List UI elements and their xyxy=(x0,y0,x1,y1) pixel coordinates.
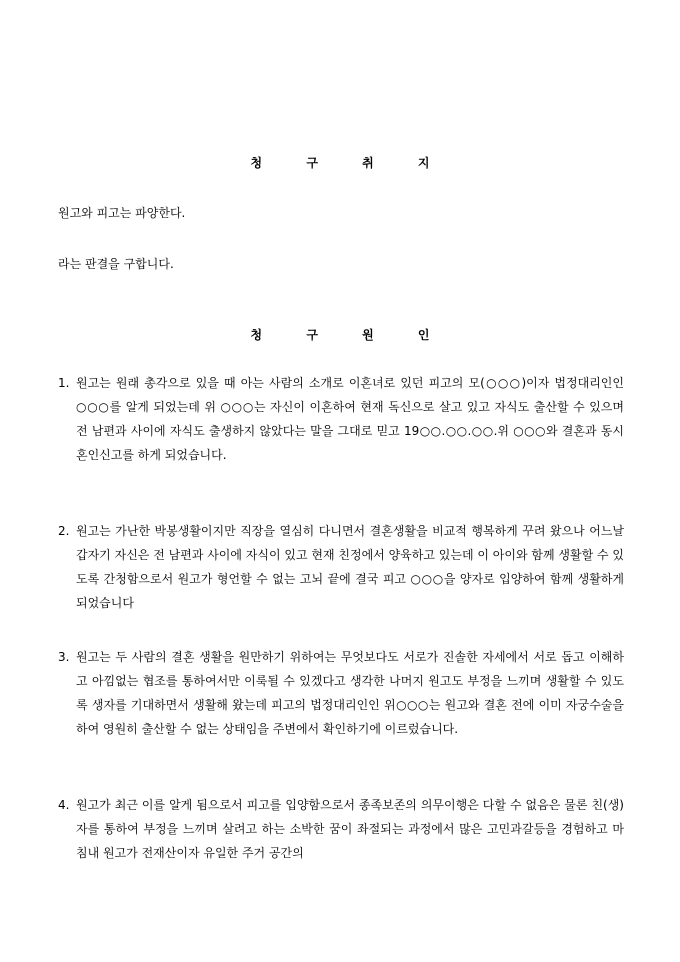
item-text: 원고는 원래 총각으로 있을 때 아는 사람의 소개로 이혼녀로 있던 피고의 모(○○○)이자 법정대리인인 ○○○를 알게 되었는데 위 ○○○는 자신이 이혼하여 현재 독신으로 살고 있고 자식도 출산할 수 있으며 전 남편과 사이에 자식도 출생하지 않았다는 말을 그대로 믿고 19○○.○○.○○.위 ○○○와 결혼과 동시 혼인신고를 하게 되었습니다. xyxy=(76,376,624,462)
item-number: 3. xyxy=(58,650,70,664)
claim-cause-item-1 xyxy=(58,371,624,467)
claim-cause-item-3 xyxy=(58,645,624,741)
claim-line-judgment-request: 라는 판결을 구합니다. xyxy=(58,257,174,271)
claim-line-dissolution: 원고와 피고는 파양한다. xyxy=(58,206,186,220)
item-text: 원고는 두 사람의 결혼 생활을 원만하기 위하여는 무엇보다도 서로가 진솔한 자세에서 서로 돕고 이해하고 아낌없는 협조를 통하여서만 이룩될 수 있겠다고 생각한 나머지 원고도 부정을 느끼며 생활할 수 있도록 생자를 기대하면서 생활해 왔는데 피고의 법정대리인인 위○○○는 원고와 결혼 전에 이미 자궁수술을 하여 영원히 출산할 수 없는 상태임을 주변에서 확인하기에 이르렀습니다. xyxy=(76,650,624,736)
claim-purpose-heading: 청 구 취 지 xyxy=(250,156,450,170)
claim-cause-heading: 청 구 원 인 xyxy=(250,328,450,342)
item-number: 4. xyxy=(58,798,70,812)
item-text: 원고는 가난한 박봉생활이지만 직장을 열심히 다니면서 결혼생활을 비교적 행복하게 꾸려 왔으나 어느날 갑자기 자신은 전 남편과 사이에 자식이 있고 현재 친정에서 양육하고 있는데 이 아이와 함께 생활할 수 있도록 간청함으로서 원고가 형언할 수 없는 고뇌 끝에 결국 피고 ○○○을 양자로 입양하여 함께 생활하게 되었습니다 xyxy=(76,524,624,610)
item-number: 2. xyxy=(58,524,70,538)
claim-cause-item-4 xyxy=(58,793,624,865)
item-text: 원고가 최근 이를 알게 됨으로서 피고를 입양함으로서 종족보존의 의무이행은 다할 수 없음은 물론 친(생)자를 통하여 부정을 느끼며 살려고 하는 소박한 꿈이 좌절되는 과정에서 많은 고민과갈등을 경험하고 마침내 원고가 전재산이자 유일한 주거 공간의 xyxy=(76,798,624,860)
claim-cause-item-2 xyxy=(58,519,624,615)
item-number: 1. xyxy=(58,376,70,390)
